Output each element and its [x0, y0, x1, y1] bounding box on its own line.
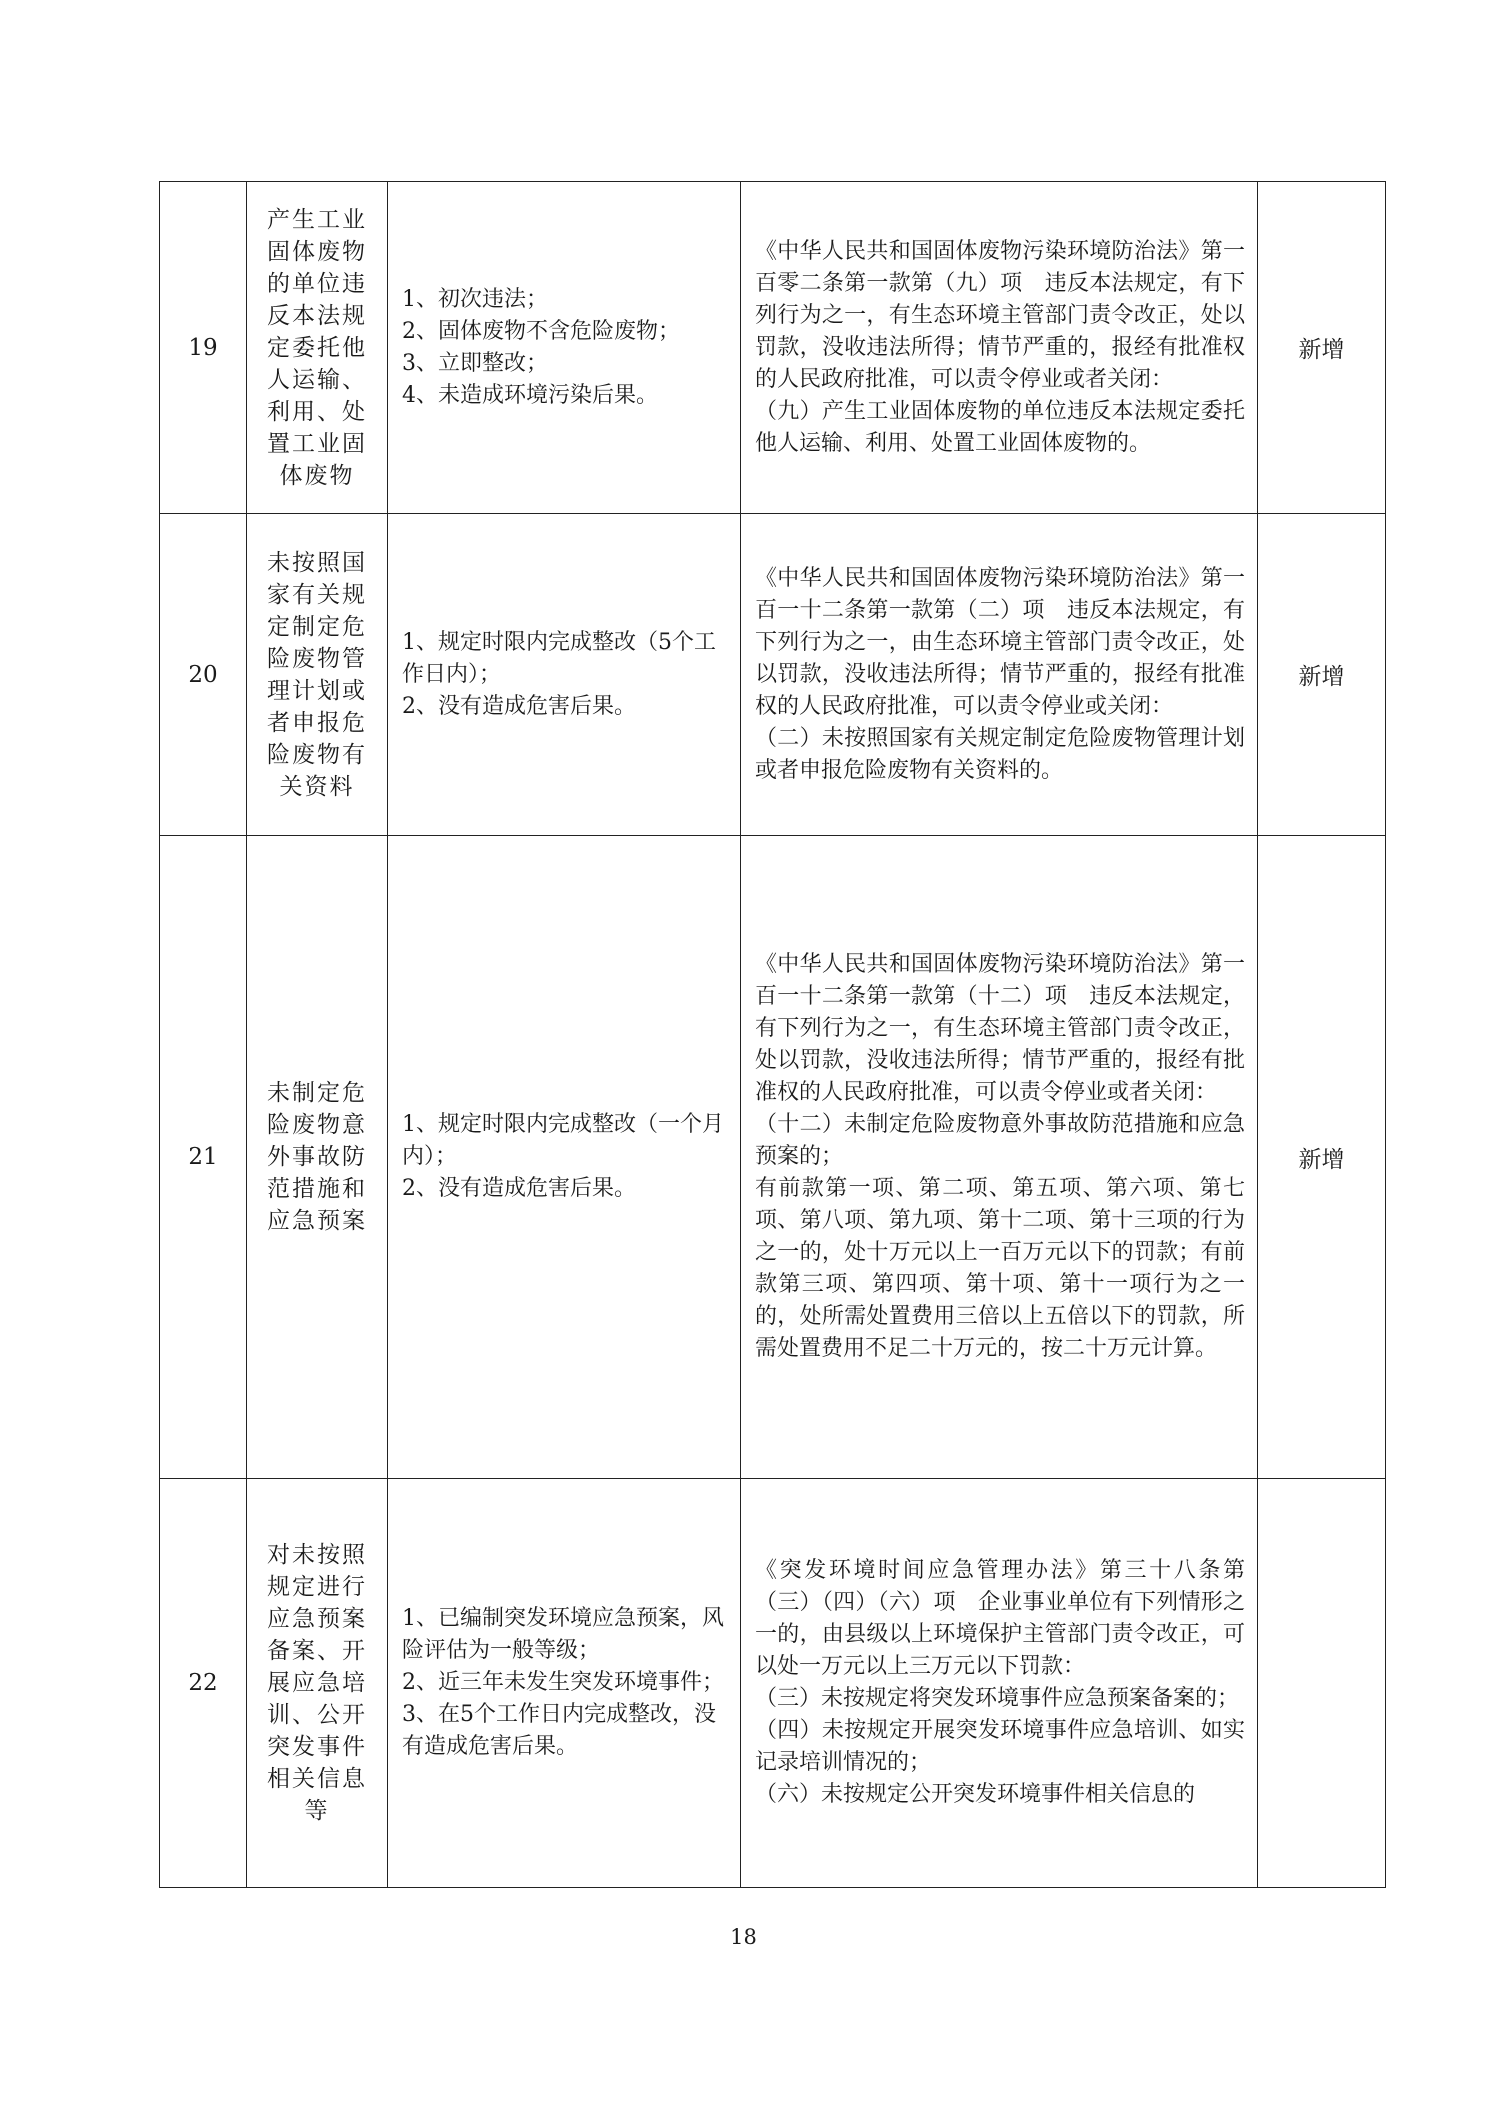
- basis-paragraph: （四）未按规定开展突发环境事件应急培训、如实记录培训情况的；: [755, 1718, 1245, 1775]
- table-row: [160, 182, 1386, 514]
- condition-line: 1、规定时限内完成整改（一个月内）；: [402, 1112, 724, 1169]
- condition-line: 2、固体废物不含危险废物；: [402, 318, 680, 344]
- basis-paragraph: （二）未按照国家有关规定制定危险废物管理计划或者申报危险废物有关资料的。: [755, 725, 1245, 783]
- condition-line: 2、没有造成危害后果。: [402, 693, 636, 719]
- row-number: 19: [160, 182, 247, 514]
- condition-line: 2、近三年未发生突发环境事件；: [402, 1670, 724, 1695]
- legal-basis: [741, 514, 1258, 836]
- condition-line: 3、立即整改；: [402, 350, 548, 376]
- violation-item: 未制定危险废物意外事故防范措施和应急预案: [247, 836, 388, 1479]
- condition-line: 1、规定时限内完成整改（5个工作日内）；: [402, 629, 716, 687]
- exemption-conditions: [388, 1479, 741, 1888]
- violation-item: 对未按照规定进行应急预案备案、开展应急培训、公开突发事件相关信息等: [247, 1479, 388, 1888]
- basis-paragraph: 《中华人民共和国固体废物污染环境防治法》第一百一十二条第一款第（二）项 违反本法规定，有下列行为之一，由生态环境主管部门责令改正，处以罚款，没收违法所得；情节严重的，报经有批准权的人民政府批准，可以责令停业或关闭：: [755, 565, 1245, 719]
- page-number: 18: [730, 1925, 757, 1949]
- row-number: 21: [160, 836, 247, 1479]
- basis-paragraph: 有前款第一项、第二项、第五项、第六项、第七项、第八项、第九项、第十二项、第十三项的行为之一的，处十万元以上一百万元以下的罚款；有前款第三项、第四项、第十项、第十一项行为之一的，处所需处置费用三倍以上五倍以下的罚款，所需处置费用不足二十万元的，按二十万元计算。: [755, 1176, 1245, 1361]
- remark: 新增: [1258, 836, 1386, 1479]
- basis-paragraph: （九）产生工业固体废物的单位违反本法规定委托他人运输、利用、处置工业固体废物的。: [755, 398, 1245, 456]
- legal-basis: [741, 182, 1258, 514]
- exemption-conditions: [388, 836, 741, 1479]
- table-row: [160, 1479, 1386, 1888]
- legal-basis: [741, 836, 1258, 1479]
- table-row: [160, 836, 1386, 1479]
- basis-paragraph: （十二）未制定危险废物意外事故防范措施和应急预案的；: [755, 1112, 1245, 1169]
- basis-paragraph: 《中华人民共和国固体废物污染环境防治法》第一百一十二条第一款第（十二）项 违反本法规定，有下列行为之一，有生态环境主管部门责令改正，处以罚款，没收违法所得；情节严重的，报经有批准权的人民政府批准，可以责令停业或者关闭：: [755, 952, 1245, 1105]
- table-row: [160, 514, 1386, 836]
- condition-line: 1、初次违法；: [402, 286, 548, 312]
- remark: 新增: [1258, 182, 1386, 514]
- legal-basis: [741, 1479, 1258, 1888]
- basis-paragraph: 《中华人民共和国固体废物污染环境防治法》第一百零二条第一款第（九）项 违反本法规定，有下列行为之一，有生态环境主管部门责令改正，处以罚款，没收违法所得；情节严重的，报经有批准权的人民政府批准，可以责令停业或者关闭：: [755, 238, 1245, 392]
- exemption-conditions: [388, 182, 741, 514]
- regulation-table: [159, 181, 1386, 1888]
- exemption-conditions: [388, 514, 741, 836]
- row-number: 20: [160, 514, 247, 836]
- violation-item: 产生工业固体废物的单位违反本法规定委托他人运输、利用、处置工业固体废物: [247, 182, 388, 514]
- condition-line: 2、没有造成危害后果。: [402, 1176, 636, 1201]
- basis-paragraph: （六）未按规定公开突发环境事件相关信息的: [755, 1782, 1196, 1807]
- condition-line: 1、已编制突发环境应急预案，风险评估为一般等级；: [402, 1606, 724, 1663]
- row-number: 22: [160, 1479, 247, 1888]
- basis-paragraph: 《突发环境时间应急管理办法》第三十八条第（三）（四）（六）项 企业事业单位有下列情形之一的，由县级以上环境保护主管部门责令改正，可以处一万元以上三万元以下罚款：: [755, 1558, 1245, 1679]
- violation-item: 未按照国家有关规定制定危险废物管理计划或者申报危险废物有关资料: [247, 514, 388, 836]
- remark: 新增: [1258, 514, 1386, 836]
- basis-paragraph: （三）未按规定将突发环境事件应急预案备案的；: [755, 1686, 1240, 1711]
- condition-line: 3、在5个工作日内完成整改，没有造成危害后果。: [402, 1702, 716, 1759]
- condition-line: 4、未造成环境污染后果。: [402, 382, 658, 408]
- remark: [1258, 1479, 1386, 1888]
